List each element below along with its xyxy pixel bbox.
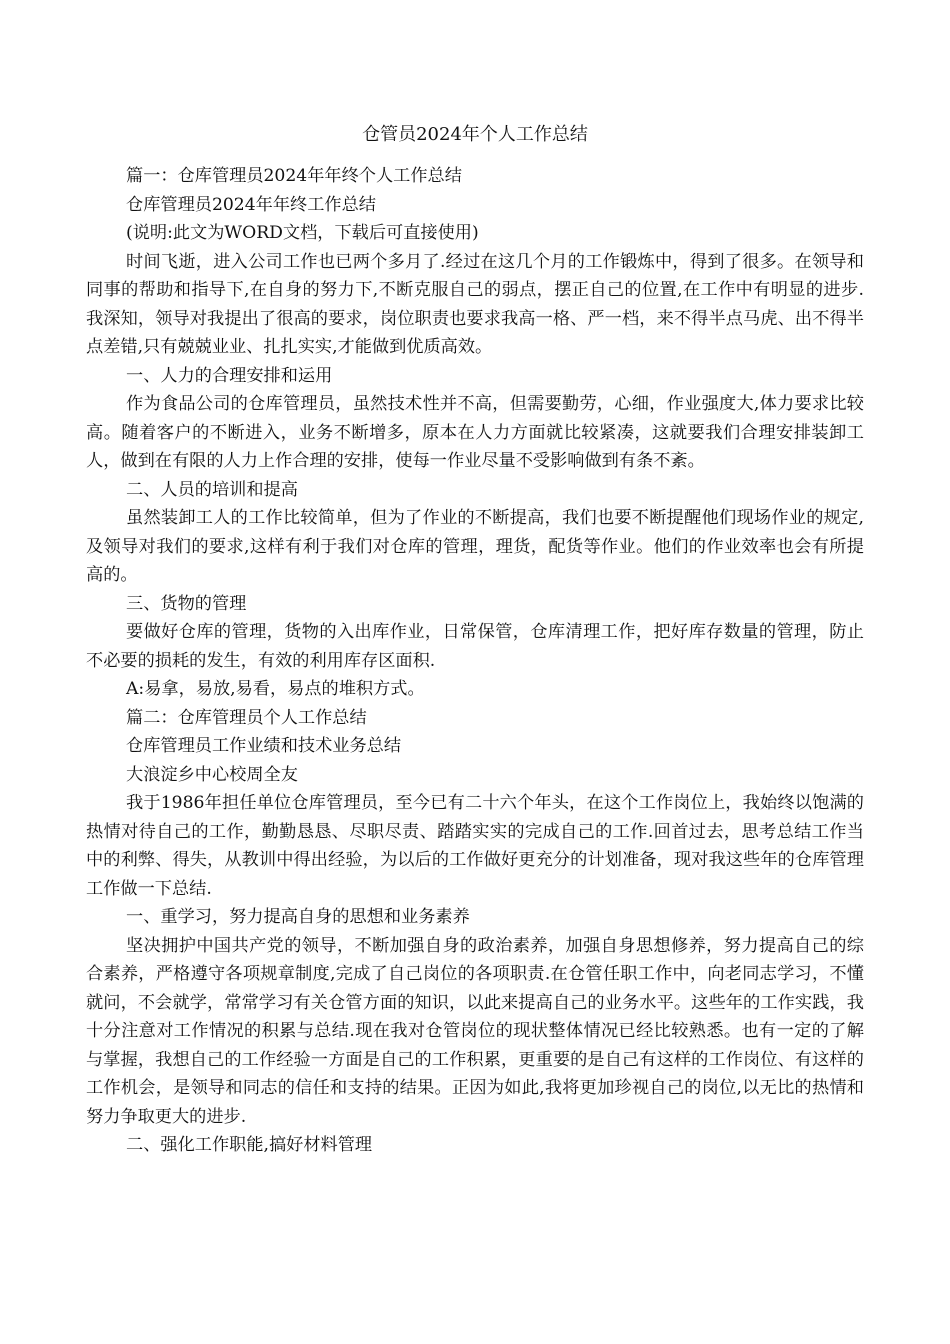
section-heading: 一、重学习，努力提高自身的思想和业务素养 <box>126 907 470 927</box>
section-heading: 二、强化工作职能,搞好材料管理 <box>126 1135 373 1155</box>
chapter-heading-1: 篇一：仓库管理员2024年年终个人工作总结 <box>126 166 462 186</box>
paragraph: 作为食品公司的仓库管理员，虽然技术性并不高，但需要勤劳，心细，作业强度大,体力要求比较高。随着客户的不断进入，业务不断增多，原本在人力方面就比较紧凑，这就要我们合理安排装卸工人，做到在有限的人力上作合理的安排，使每一作业尽量不受影响做到有条不紊。 <box>86 394 864 471</box>
subtitle: 仓库管理员2024年年终工作总结 <box>126 194 376 215</box>
paragraph: 我于1986年担任单位仓库管理员，至今已有二十六个年头，在这个工作岗位上，我始终以饱满的热情对待自己的工作，勤勤恳恳、尽职尽责、踏踏实实的完成自己的工作.回首过去，思考总结工作当中的利弊、得失，从教训中得出经验，为以后的工作做好更充分的计划准备，现对我这些年的仓库管理工作做一下总结. <box>86 793 864 899</box>
document-page <box>86 118 864 1160</box>
paragraph: 要做好仓库的管理，货物的入出库作业，日常保管，仓库清理工作，把好库存数量的管理，防止不必要的损耗的发生，有效的利用库存区面积. <box>86 622 864 671</box>
section-heading: 一、人力的合理安排和运用 <box>126 365 333 386</box>
document-title: 仓管员2024年个人工作总结 <box>362 124 588 145</box>
chapter-heading-2: 篇二：仓库管理员个人工作总结 <box>126 707 367 728</box>
list-item: A:易拿，易放,易看，易点的堆积方式。 <box>126 679 425 699</box>
author-line: 大浪淀乡中心校周全友 <box>126 764 298 785</box>
paragraph: 虽然装卸工人的工作比较简单，但为了作业的不断提高，我们也要不断提醒他们现场作业的规定,及领导对我们的要求,这样有利于我们对仓库的管理，理货，配货等作业。他们的作业效率也会有所提高的。 <box>86 508 864 585</box>
section-heading: 三、货物的管理 <box>126 593 247 614</box>
paragraph: 坚决拥护中国共产党的领导，不断加强自身的政治素养，加强自身思想修养，努力提高自己的综合素养，严格遵守各项规章制度,完成了自己岗位的各项职责.在仓管任职工作中，向老同志学习，不懂就问，不会就学，常常学习有关仓管方面的知识，以此来提高自己的业务水平。这些年的工作实践，我十分注意对工作情况的积累与总结.现在我对仓管岗位的现状整体情况已经比较熟悉。也有一定的了解与掌握，我想自己的工作经验一方面是自己的工作积累，更重要的是自己有这样的工作岗位、有这样的工作机会，是领导和同志的信任和支持的结果。正因为如此,我将更加珍视自己的岗位,以无比的热情和努力争取更大的进步. <box>86 935 864 1127</box>
subtitle: 仓库管理员工作业绩和技术业务总结 <box>126 736 402 756</box>
section-heading: 二、人员的培训和提高 <box>126 479 298 500</box>
paragraph-intro: 时间飞逝，进入公司工作也已两个多月了.经过在这几个月的工作锻炼中，得到了很多。在领导和同事的帮助和指导下,在自身的努力下,不断克服自己的弱点，摆正自己的位置,在工作中有明显的进步.我深知，领导对我提出了很高的要求，岗位职责也要求我高一格、严一档，来不得半点马虎、出不得半点差错,只有兢兢业业、扎扎实实,才能做到优质高效。 <box>86 251 864 357</box>
note: (说明:此文为WORD文档，下载后可直接使用) <box>126 223 479 243</box>
